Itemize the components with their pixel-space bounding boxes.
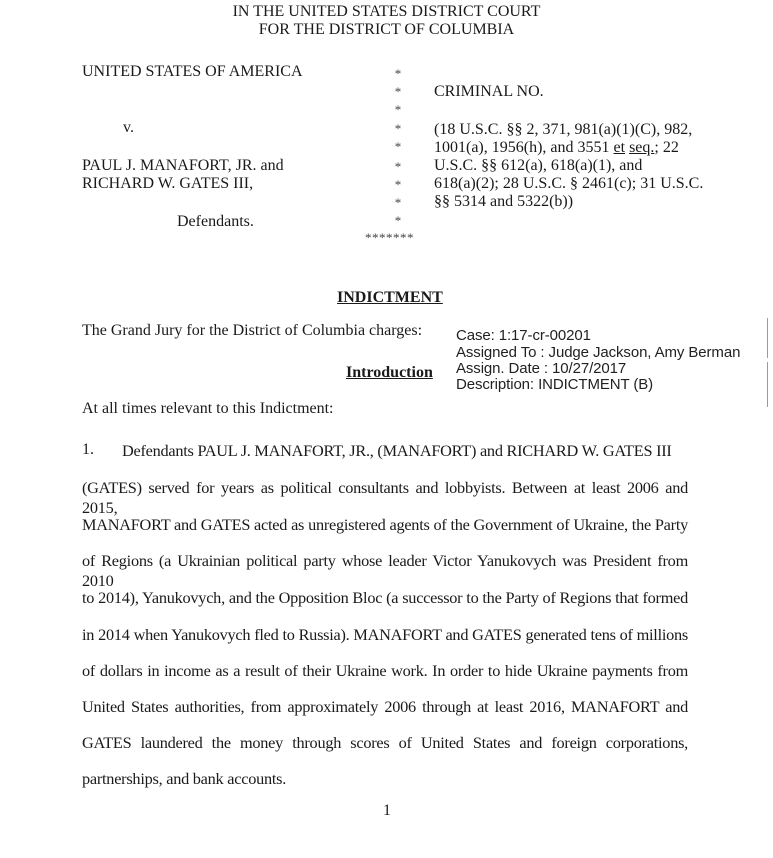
court-name-line2: FOR THE DISTRICT OF COLUMBIA [258,21,515,38]
stamp-description: Description: INDICTMENT (B) [456,376,654,393]
caption-star-divider: * [394,84,402,99]
caption-star-divider: * [394,102,402,117]
statute-line-5: §§ 5314 and 5322(b)) [434,193,574,210]
scan-edge-mark [767,318,768,358]
preamble: At all times relevant to this Indictment: [82,400,334,417]
statute-line-3: U.S.C. §§ 612(a), 618(a)(1), and [434,157,643,174]
paragraph-line: Defendants PAUL J. MANAFORT, JR., (MANAFORT) and RICHARD W. GATES III [122,441,672,460]
paragraph-line: MANAFORT and GATES acted as unregistered agents of the Government of Ukraine, the Party [82,515,688,534]
stamp-assign-date: Assign. Date : 10/27/2017 [456,360,627,377]
paragraph-line: (GATES) served for years as political consultants and lobbyists. Between at least 2006 and 2015, [82,478,688,517]
plaintiff-name: UNITED STATES OF AMERICA [82,63,303,80]
paragraph-line: in 2014 when Yanukovych fled to Russia). MANAFORT and GATES generated tens of millions [82,625,688,644]
section-heading-introduction: Introduction [346,364,433,381]
statute-et: et [613,139,626,156]
statute-line-1: (18 U.S.C. §§ 2, 371, 981(a)(1)(C), 982, [434,121,693,138]
caption-star-divider: * [394,121,402,136]
paragraph-line: GATES laundered the money through scores of United States and foreign corporations, [82,733,688,752]
defendants-label: Defendants. [177,213,254,230]
court-name-line1: IN THE UNITED STATES DISTRICT COURT [232,3,541,20]
statute-line-4: 618(a)(2); 28 U.S.C. § 2461(c); 31 U.S.C. [434,175,704,192]
caption-star-row: ******* [365,230,414,245]
page-number: 1 [383,802,391,819]
paragraph-number: 1. [82,441,94,458]
caption-star-divider: * [394,177,402,192]
document-title: INDICTMENT [337,289,443,306]
paragraph-line: to 2014), Yanukovych, and the Opposition Bloc (a successor to the Party of Regions that formed [82,588,688,607]
statute-line-2: 1001(a), 1956(h), and 3551 et seq.; 22 [434,139,679,156]
caption-star-divider: * [394,213,402,228]
versus-label: v. [123,119,134,136]
criminal-number-label: CRIMINAL NO. [434,83,544,100]
paragraph-line: partnerships, and bank accounts. [82,769,287,788]
caption-star-divider: * [394,159,402,174]
caption-star-divider: * [394,66,402,81]
scan-edge-mark [767,362,768,407]
stamp-assigned-to: Assigned To : Judge Jackson, Amy Berman [456,344,741,361]
caption-star-divider: * [394,195,402,210]
paragraph-line: of Regions (a Ukrainian political party whose leader Victor Yanukovych was President from 2010 [82,551,688,590]
caption-star-divider: * [394,139,402,154]
paragraph-line: United States authorities, from approximately 2006 through at least 2016, MANAFORT and [82,697,688,716]
defendant-line-2: RICHARD W. GATES III, [82,175,254,192]
paragraph-line: of dollars in income as a result of their Ukraine work. In order to hide Ukraine payments from [82,661,688,680]
stamp-case-number: Case: 1:17-cr-00201 [456,327,591,344]
defendant-line-1: PAUL J. MANAFORT, JR. and [82,157,284,174]
statute-seq: seq. [629,139,655,156]
grand-jury-charge: The Grand Jury for the District of Columbia charges: [82,322,423,339]
